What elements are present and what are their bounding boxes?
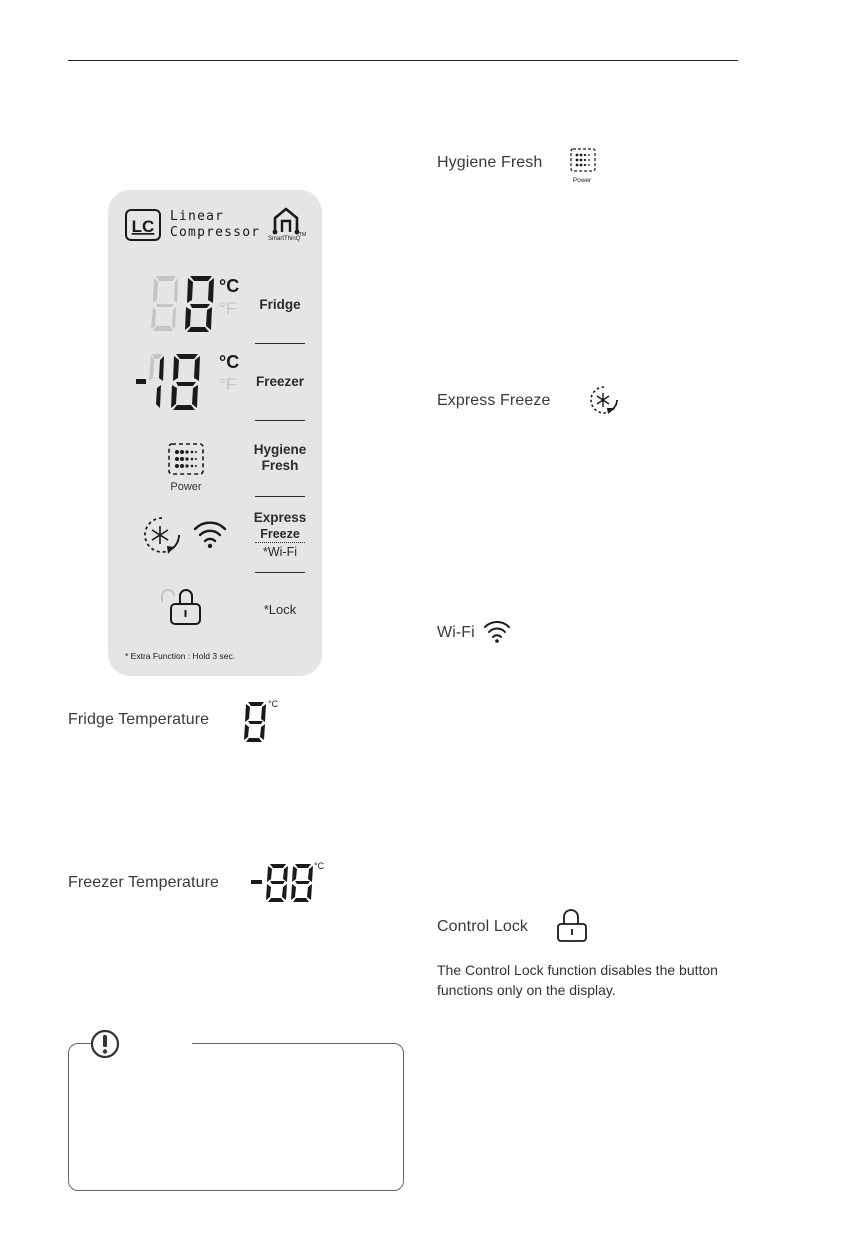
header-rule <box>68 60 738 61</box>
express-line2: Freeze <box>260 527 300 541</box>
brand-line2: Compressor <box>170 225 261 240</box>
smartthinq-tm: TM <box>299 232 307 238</box>
wifi-heading: Wi-Fi <box>437 624 475 641</box>
svg-text:LC: LC <box>131 217 155 236</box>
panel-divider <box>255 572 305 573</box>
express-freeze-heading-icon <box>588 384 622 416</box>
fridge-digits-display <box>150 274 220 334</box>
freezer-unit-c: °C <box>219 352 240 372</box>
express-line1: Express <box>253 510 307 525</box>
fridge-unit-c: °C <box>219 276 240 296</box>
hygiene-fresh-button[interactable] <box>250 442 310 474</box>
fridge-button[interactable]: Fridge <box>259 297 301 312</box>
lock-icon <box>156 586 206 628</box>
minus-segment <box>136 379 146 384</box>
hygiene-icon-caption: Power <box>572 177 592 184</box>
panel-footnote: * Extra Function : Hold 3 sec. <box>125 651 236 661</box>
freezer-digits-icon <box>250 863 316 903</box>
hygiene-line2: Fresh <box>261 458 299 473</box>
brand-line1: Linear <box>170 209 225 224</box>
smartthinq-label: SmartThinQ <box>268 236 301 242</box>
panel-dotted-divider <box>255 542 305 543</box>
freezer-temperature-heading: Freezer Temperature <box>68 874 220 891</box>
wifi-icon <box>192 518 228 550</box>
fridge-unit-f: °F <box>219 299 237 318</box>
caution-note-header-gap <box>118 1036 192 1050</box>
caution-note-box <box>68 1043 404 1191</box>
panel-divider <box>255 343 305 344</box>
brand-text <box>170 209 260 241</box>
wifi-heading-icon <box>482 618 512 644</box>
control-lock-icon <box>554 908 590 944</box>
control-lock-heading: Control Lock <box>437 918 529 935</box>
panel-divider <box>255 496 305 497</box>
control-lock-description: The Control Lock function disables the button functions only on the display. <box>437 962 718 998</box>
express-freeze-icon <box>140 514 184 556</box>
express-freeze-heading: Express Freeze <box>437 392 551 409</box>
hygiene-power-icon <box>569 147 597 175</box>
power-dots-icon <box>166 440 206 478</box>
hygiene-line1: Hygiene <box>253 442 307 457</box>
wifi-button[interactable]: *Wi-Fi <box>262 545 297 559</box>
freezer-unit-f: °F <box>219 375 237 394</box>
express-freeze-button[interactable] <box>250 510 310 542</box>
power-label: Power <box>170 481 202 493</box>
panel-divider <box>255 420 305 421</box>
freezer-digits-display <box>134 352 220 412</box>
freezer-button[interactable]: Freezer <box>255 374 305 389</box>
fridge-temp-unit: °C <box>268 699 279 709</box>
fridge-temperature-heading: Fridge Temperature <box>68 711 210 728</box>
caution-icon <box>89 1028 123 1060</box>
lock-button[interactable]: *Lock <box>263 602 297 617</box>
fridge-digit-icon <box>244 701 268 743</box>
lc-logo-icon <box>124 208 164 244</box>
freezer-temp-unit: °C <box>314 861 325 871</box>
hygiene-fresh-heading: Hygiene Fresh <box>437 154 543 171</box>
